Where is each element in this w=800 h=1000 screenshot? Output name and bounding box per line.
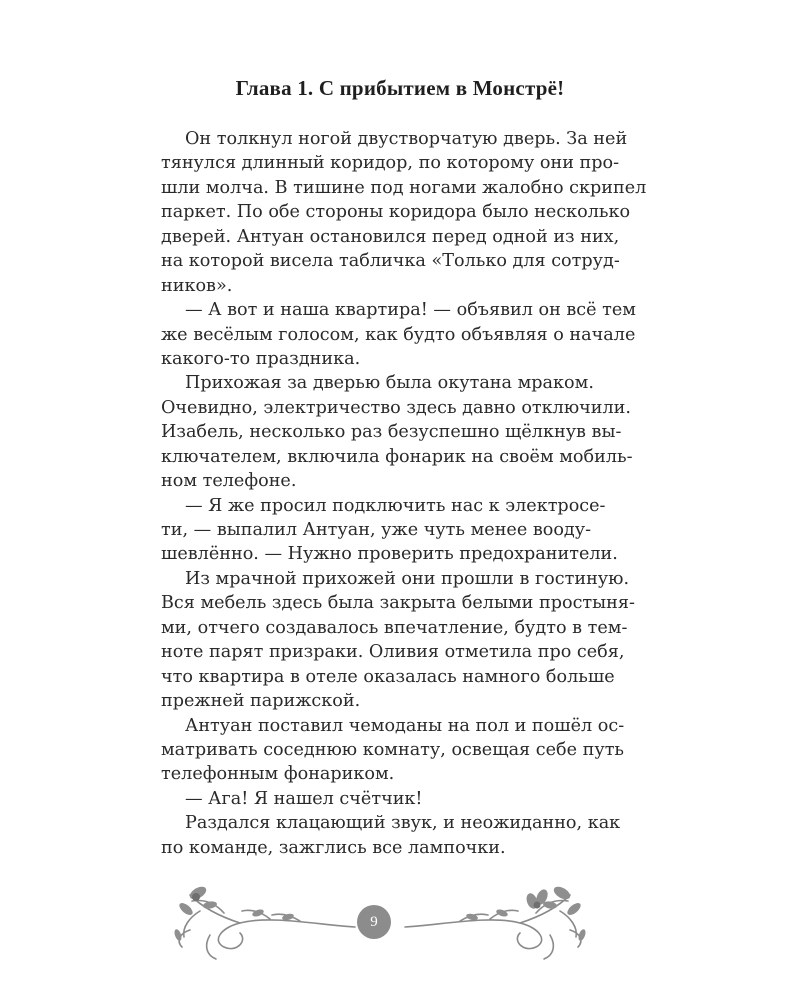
text-line: Прихожая за дверью была окутана мраком. [185,373,594,394]
chapter-title: Глава 1. С прибытием в Монстрё! [235,76,565,100]
text-line: ключателем, включила фонарик на своём мобиль- [161,446,633,467]
page-number: 9 [370,914,378,930]
text-line: Очевидно, электричество здесь давно отключили. [161,397,631,418]
text-line: Антуан поставил чемоданы на пол и пошёл ос- [185,715,625,736]
text-line: ми, отчего создавалось впечатление, будто в тем- [161,617,628,638]
text-line: что квартира в отеле оказалась намного больше [161,666,615,687]
text-line: матривать соседнюю комнату, освещая себе путь [161,739,625,760]
text-line: прежней парижской. [161,691,361,712]
text-line: же весёлым голосом, как будто объявляя о начале [161,324,636,345]
text-line: — Ага! Я нашел счётчик! [185,788,423,809]
text-line: ти, — выпалил Антуан, уже чуть менее вооду- [161,520,592,540]
text-line: — А вот и наша квартира! — объявил он всё тем [185,300,636,321]
text-line: Из мрачной прихожей они прошли в гостиную. [185,568,630,589]
text-line: Вся мебель здесь была закрыта белыми простыня- [161,593,635,614]
text-line: ников». [161,275,233,296]
text-line: Раздался клацающий звук, и неожиданно, как [185,813,621,834]
page-footer-ornament [170,875,590,970]
text-line: по команде, зажглись все лампочки. [161,837,506,858]
text-line: шевлённо. — Нужно проверить предохранители. [161,544,618,565]
text-line: ном телефоне. [161,471,297,492]
text-line: ноте парят призраки. Оливия отметила про себя, [161,642,625,663]
text-line: дверей. Антуан остановился перед одной из них, [161,226,620,247]
text-line: Изабель, несколько раз безуспешно щёлкнув вы- [161,422,622,443]
text-line: на которой висела табличка «Только для сотруд- [161,251,620,272]
text-line: телефонным фонариком. [161,764,395,785]
text-line: какого-то праздника. [161,348,361,369]
text-line: шли молча. В тишине под ногами жалобно скрипел [161,177,647,198]
text-line: — Я же просил подключить нас к электросе- [185,495,606,516]
text-line: Он толкнул ногой двустворчатую дверь. За ней [185,129,628,149]
body-text [161,127,647,860]
text-line: тянулся длинный коридор, по которому они про- [161,153,620,174]
text-line: паркет. По обе стороны коридора было несколько [161,202,631,223]
